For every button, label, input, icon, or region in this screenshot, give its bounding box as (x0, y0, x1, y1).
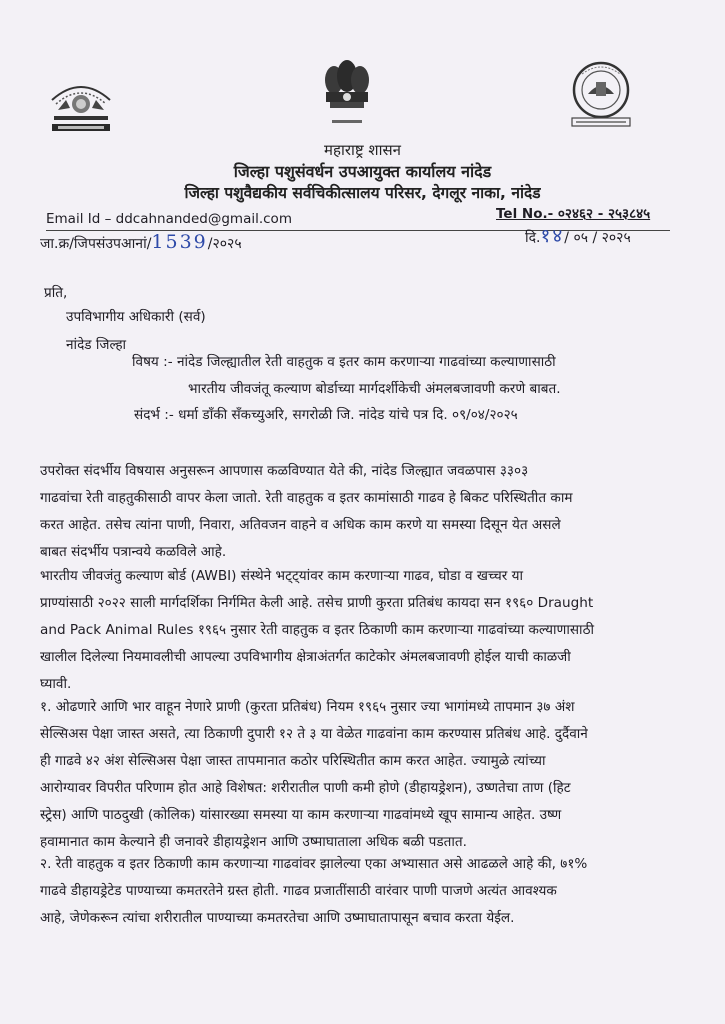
animal-husbandry-emblem-icon (44, 70, 118, 134)
date-handwritten-day: १४ (540, 225, 565, 247)
paragraph-line: ही गाढवे ४२ अंश सेल्सिअस पेक्षा जास्त तापमानात कठोर परिस्थितीत काम करत आहेत. ज्यामुळे त्यांच्या (40, 753, 546, 769)
paragraph-line: करत आहेत. तसेच त्यांना पाणी, निवारा, अतिवजन वाहने व अधिक काम करणे या समस्या दिसून येत असले (40, 517, 561, 533)
office-address: जिल्हा पशुवैद्यकीय सर्वचिकीत्सालय परिसर, देगलूर नाका, नांदेड (184, 184, 541, 202)
department-seal-icon (560, 60, 642, 128)
reference-number (40, 231, 242, 253)
addressee-line-1: उपविभागीय अधिकारी (सर्व) (66, 309, 206, 325)
subject-line-2: भारतीय जीवजंतू कल्याण बोर्डाच्या मार्गदर्शीकेची अंमलबजावणी करणे बाबत. (188, 381, 561, 397)
office-name: जिल्हा पशुसंवर्धन उपआयुक्त कार्यालय नांदेड (233, 162, 492, 181)
paragraph-line: स्ट्रेस) आणि पाठदुखी (कोलिक) यांसारख्या समस्या या काम करणाऱ्या गाढवांमध्ये खूप सामान्य आहेत. उष्ण (40, 807, 562, 823)
date-rest: / ०५ / २०२५ (564, 230, 631, 246)
paragraph-line: आरोग्यावर विपरीत परिणाम होत आहे विशेषत: शरीरातील पाणी कमी होणे (डीहायड्रेशन), उष्णतेचा ताण (हिट (40, 780, 571, 796)
paragraph-point-2 (40, 851, 680, 932)
paragraph-line: १. ओढणारे आणि भार वाहून नेणारे प्राणी (कुरता प्रतिबंध) नियम १९६५ नुसार ज्या भागांमध्ये तापमान ३७ अंश (40, 699, 575, 715)
paragraph-line: गाढवांचा रेती वाहतुकीसाठी वापर केला जातो. रेती वाहतुक व इतर कामांसाठी गाढव हे बिकट परिस्थितीत काम (40, 490, 573, 506)
paragraph-line: उपरोक्त संदर्भीय विषयास अनुसरून आपणास कळविण्यात येते की, नांदेड जिल्ह्यात जवळपास ३३०३ (40, 463, 529, 479)
paragraph-point-1 (40, 694, 680, 856)
paragraph-line: आहे, जेणेकरून त्यांचा शरीरातील पाण्याच्या कमतरतेचा आणि उष्माघातापासून बचाव करता येईल. (40, 910, 515, 926)
reference-line: संदर्भ :- धर्मा डाँकी सँकच्युअरि, सगरोळी जि. नांदेड यांचे पत्र दि. ०९/०४/२०२५ (134, 407, 518, 423)
paragraph-line: गाढवे डीहायड्रेटेड पाण्याच्या कमतरतेने ग्रस्त होती. गाढव प्रजातींसाठी वारंवार पाणी पाजणे अत्यंत आवश्यक (40, 883, 557, 899)
paragraph-intro (40, 458, 680, 566)
paragraph-line: बाबत संदर्भीय पत्रान्वये कळविले आहे. (40, 544, 227, 560)
letter-date (525, 222, 631, 248)
salutation-to: प्रति, (44, 285, 68, 301)
addressee-line-2: नांदेड जिल्हा (66, 337, 127, 353)
subject-line-1: विषय :- नांदेड जिल्ह्यातील रेती वाहतुक व इतर काम करणाऱ्या गाढवांच्या कल्याणासाठी (132, 354, 556, 370)
paragraph-line: २. रेती वाहतुक व इतर ठिकाणी काम करणाऱ्या गाढवांवर झालेल्या एका अभ्यासात असे आढळले आहे की, ७१% (40, 856, 588, 872)
paragraph-line: प्राण्यांसाठी २०२२ साली मार्गदर्शिका निर्गमित केली आहे. तसेच प्राणी कुरता प्रतिबंध कायदा सन १९६० Draught (40, 595, 594, 611)
telephone-number: Tel No.- ०२४६२ - २५३८४५ (496, 206, 651, 222)
paragraph-line: and Pack Animal Rules १९६५ नुसार रेती वाहतुक व इतर ठिकाणी काम करणाऱ्या गाढवांच्या कल्याणासाठी (40, 622, 594, 638)
national-emblem-icon (318, 58, 376, 130)
paragraph-awbi (40, 563, 680, 698)
paragraph-line: घ्यावी. (40, 676, 72, 692)
paragraph-line: हवामानात काम केल्याने ही जनावरे डीहायड्रेशन आणि उष्माघाताला अधिक बळी पडतात. (40, 834, 467, 850)
ref-handwritten-number: 1539 (151, 231, 208, 253)
paragraph-line: खालील दिलेल्या नियमावलीची आपल्या उपविभागीय क्षेत्राअंतर्गत काटेकोर अंमलबजावणी होईल याची काळजी (40, 649, 571, 665)
govt-name: महाराष्ट्र शासन (324, 141, 401, 159)
paragraph-line: सेल्सिअस पेक्षा जास्त असते, त्या ठिकाणी दुपारी १२ ते ३ या वेळेत गाढवांना काम करण्यास प्रतिबंध आहे. दुर्दैवाने (40, 726, 588, 742)
ref-prefix: जा.क्र/जिपसंउपआनां/ (40, 236, 152, 252)
date-prefix: दि. (525, 230, 541, 246)
ref-suffix: /२०२५ (207, 236, 242, 252)
paragraph-line: भारतीय जीवजंतु कल्याण बोर्ड (AWBI) संस्थेने भट्ट्यांवर काम करणाऱ्या गाढव, घोडा व खच्चर या (40, 568, 524, 584)
email-id: Email Id – ddcahnanded@gmail.com (46, 211, 292, 227)
